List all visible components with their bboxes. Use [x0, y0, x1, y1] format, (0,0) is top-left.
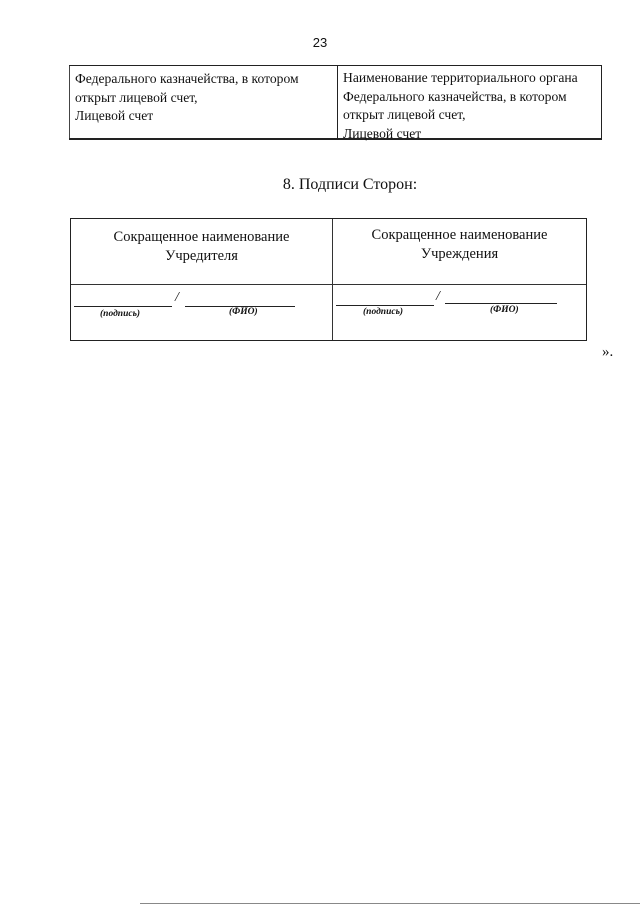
institution-slash: /: [436, 289, 440, 304]
signatures-header-row: [71, 219, 586, 285]
institution-signature-line: [336, 305, 434, 306]
bank-details-right-line: открыт лицевой счет,: [343, 107, 466, 122]
institution-heading-line: Сокращенное наименование: [371, 227, 548, 243]
signatures-field-row: [71, 285, 586, 340]
scan-edge-line: [140, 903, 640, 904]
section-heading: 8. Подписи Сторон:: [282, 176, 418, 193]
page-number: 23: [312, 35, 328, 50]
institution-heading-cell: [333, 219, 586, 284]
bank-details-right-line: Федерального казначейства, в котором: [343, 88, 567, 104]
founder-heading-cell: [71, 219, 333, 284]
signatures-table: [70, 218, 587, 341]
bank-details-table: [69, 65, 602, 140]
bank-details-left-line: Федерального казначейства, в котором: [75, 71, 299, 86]
founder-heading-line: Сокращенное наименование: [113, 229, 290, 245]
bank-details-right-cell: [337, 66, 602, 141]
bank-details-right-line: Лицевой счет: [343, 125, 422, 141]
closing-quote: ».: [602, 344, 614, 360]
founder-signature-line: [74, 306, 172, 307]
institution-name-line: [445, 303, 557, 304]
institution-name-caption: (ФИО): [490, 305, 519, 315]
bank-details-right-line: Наименование территориального органа: [343, 70, 578, 85]
institution-heading-line: Учреждения: [420, 246, 499, 262]
founder-signature-cell: [71, 285, 333, 340]
bank-details-left-line: открыт лицевой счет,: [75, 89, 198, 105]
founder-name-caption: (ФИО): [229, 307, 258, 317]
founder-slash: /: [175, 290, 179, 305]
institution-signature-caption: (подпись): [363, 307, 404, 317]
bank-details-left-line: Лицевой счет: [75, 108, 154, 123]
institution-signature-cell: [333, 285, 586, 340]
founder-heading-line: Учредителя: [165, 248, 238, 264]
founder-signature-caption: (подпись): [100, 309, 141, 319]
bank-details-left-cell: [69, 66, 337, 138]
